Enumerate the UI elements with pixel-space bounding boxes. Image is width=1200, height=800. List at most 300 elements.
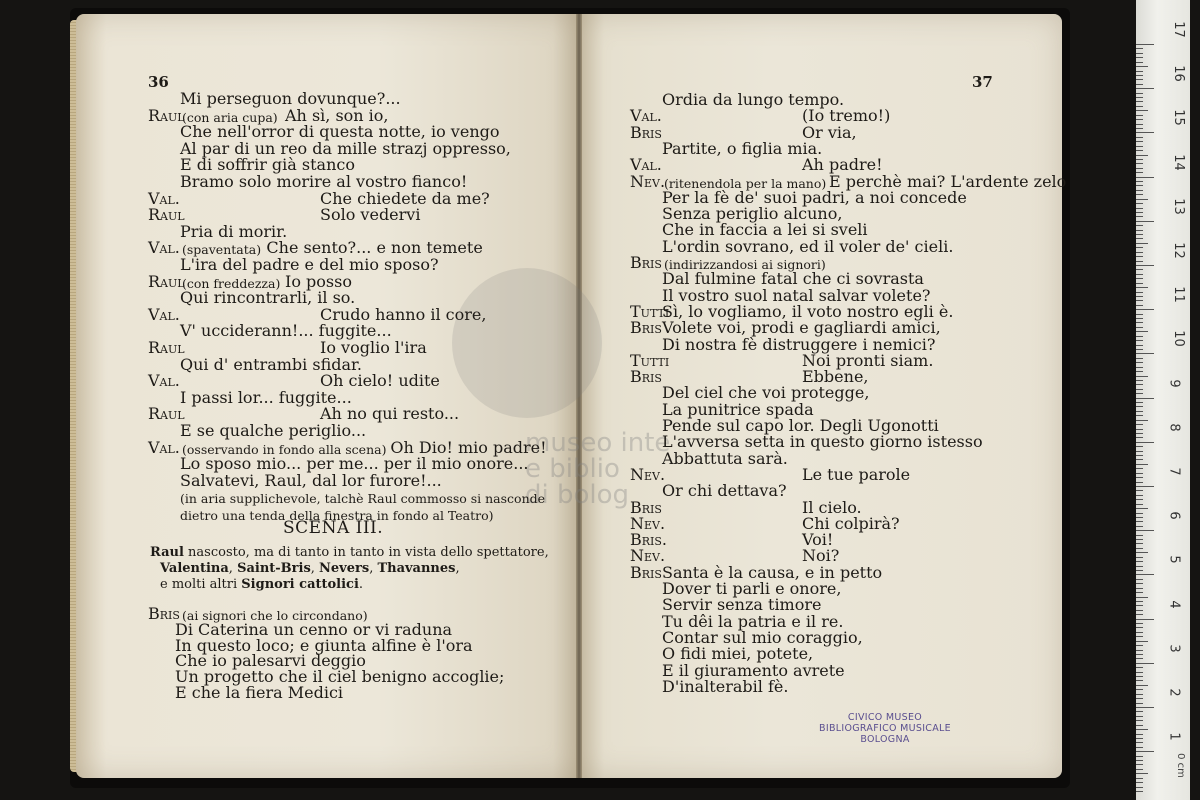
ruler-tick: [1136, 71, 1143, 72]
ruler-tick: [1136, 663, 1154, 664]
verse-text: Ah padre!: [802, 155, 883, 175]
verse-text: D'inalterabil fè.: [662, 676, 789, 696]
ruler-tick: [1136, 168, 1143, 169]
ruler-tick: [1136, 194, 1143, 195]
ruler-tick: [1136, 433, 1143, 434]
ruler-unit: 0 cm: [1174, 753, 1186, 778]
ruler-tick: [1136, 764, 1143, 765]
page-number-left: 36: [148, 73, 169, 91]
speaker-name: Val.: [630, 106, 662, 126]
ruler-tick: [1136, 380, 1143, 381]
ruler-tick: [1136, 177, 1154, 178]
ruler-tick: [1136, 367, 1143, 368]
ruler-tick: [1136, 327, 1143, 328]
ruler-tick: [1136, 623, 1143, 624]
ruler-number: 12: [1170, 242, 1186, 259]
ruler-tick: [1136, 155, 1148, 156]
verse-text: Le tue parole: [802, 464, 911, 484]
ruler-tick: [1136, 583, 1143, 584]
ruler-number: 8: [1166, 423, 1182, 432]
ruler-tick: [1136, 362, 1143, 363]
ruler-tick: [1136, 340, 1143, 341]
verse-text: E il giuramento avrete: [662, 660, 845, 680]
ruler-tick: [1136, 88, 1154, 89]
speaker-name: Raul: [148, 105, 185, 125]
verse-text: Ah no qui resto...: [320, 404, 460, 424]
verse-text: Noi?: [802, 546, 840, 566]
verse-text: Or chi dettava?: [662, 481, 787, 501]
ruler-tick: [1136, 742, 1143, 743]
ruler-tick: [1136, 650, 1143, 651]
stage-direction: (spaventata): [182, 242, 262, 258]
ruler-tick: [1136, 247, 1143, 248]
ruler-tick: [1136, 557, 1143, 558]
ruler-number: 3: [1166, 644, 1182, 653]
ruler-tick: [1136, 415, 1143, 416]
ruler-tick: [1136, 504, 1143, 505]
cast-line-1: [150, 545, 549, 561]
ruler-tick: [1136, 539, 1143, 540]
ruler-tick: [1136, 552, 1148, 553]
ruler-number: 1: [1166, 732, 1182, 741]
speaker-name: Raul: [148, 338, 185, 357]
ruler-tick: [1136, 592, 1143, 593]
ruler-tick: [1136, 292, 1143, 293]
verse-text: Tu dêi la patria e il re.: [662, 611, 844, 631]
ruler-tick: [1136, 729, 1148, 730]
verse-text: Ordia da lungo tempo.: [662, 90, 845, 109]
speaker-name: Bris.: [630, 530, 668, 550]
speaker-name: Nev.: [630, 171, 666, 191]
ruler-tick: [1136, 424, 1143, 425]
verse-text: Al par di un reo da mille strazj oppresso,: [180, 138, 511, 158]
verse-text: Di nostra fè distruggere i nemici?: [662, 334, 936, 354]
ruler-tick: [1136, 66, 1148, 67]
verse-text: Un progetto che il ciel benigno accoglie;: [175, 667, 505, 687]
ruler-tick: [1136, 468, 1143, 469]
ruler-tick: [1136, 124, 1143, 125]
ruler-number: 16: [1170, 65, 1186, 82]
ruler-tick: [1136, 725, 1143, 726]
cast-name: Thavannes: [377, 561, 456, 576]
ruler-tick: [1136, 398, 1154, 399]
ruler-tick: [1136, 791, 1143, 792]
ruler-tick: [1136, 300, 1143, 301]
verse-text: I passi lor... fuggite...: [180, 387, 352, 407]
ruler-tick: [1136, 376, 1148, 377]
ruler-tick: [1136, 451, 1143, 452]
verse-text: O fidi miei, potete,: [662, 644, 814, 664]
speaker-name: Val.: [148, 238, 180, 258]
ruler-tick: [1136, 756, 1143, 757]
verse-text: Che chiedete da me?: [320, 188, 490, 208]
speaker-name: Bris: [630, 122, 662, 142]
ruler-tick: [1136, 349, 1143, 350]
ruler-tick: [1136, 517, 1143, 518]
ruler-tick: [1136, 574, 1154, 575]
verse-text: Chi colpirà?: [802, 513, 900, 533]
speaker-name: Nev.: [630, 464, 666, 484]
stage-direction: (osservando in fondo alla scena): [182, 441, 387, 457]
ruler-number: 9: [1166, 378, 1182, 388]
ruler-tick: [1136, 57, 1143, 58]
ruler-tick: [1136, 97, 1143, 98]
ruler-tick: [1136, 278, 1143, 279]
ruler-tick: [1136, 499, 1143, 500]
ruler-tick: [1136, 566, 1143, 567]
ruler-tick: [1136, 393, 1143, 394]
ruler-tick: [1136, 230, 1143, 231]
ruler-tick: [1136, 128, 1143, 129]
ruler-number: 13: [1170, 198, 1186, 215]
speaker-name: Val.: [148, 304, 180, 324]
ruler-tick: [1136, 389, 1143, 390]
cast-text: ,: [369, 561, 378, 576]
speaker-name: Val.: [630, 155, 662, 175]
ruler-number: 17: [1170, 21, 1186, 38]
cast-text: ,: [455, 561, 460, 576]
verse-text: (Io tremo!): [802, 106, 891, 126]
ruler-tick: [1136, 203, 1143, 204]
ruler-tick: [1136, 181, 1143, 182]
ruler-tick: [1136, 119, 1143, 120]
verse-text: L'ira del padre e del mio sposo?: [180, 255, 439, 274]
ruler-tick: [1136, 636, 1143, 637]
ruler-tick: [1136, 234, 1143, 235]
verse-text: Il cielo.: [802, 497, 862, 517]
ruler-tick: [1136, 446, 1143, 447]
stage-direction: (ai signori che lo circondano): [182, 608, 368, 623]
speaker-name: Bris: [630, 318, 662, 338]
verse-text: Crudo hanno il core,: [320, 304, 487, 324]
ruler-tick: [1136, 680, 1143, 681]
verse-text: La punitrice spada: [662, 399, 814, 419]
ruler-tick: [1136, 477, 1143, 478]
verse-text: Dover ti parli e onore,: [662, 579, 842, 598]
ruler-tick: [1136, 150, 1143, 151]
verse-text: Or via,: [802, 122, 857, 142]
verse-text: Bramo solo morire al vostro fianco!: [180, 172, 468, 191]
cast-name: Saint-Bris: [237, 561, 311, 576]
ruler-tick: [1136, 225, 1143, 226]
ruler-tick: [1136, 146, 1143, 147]
ruler-tick: [1136, 720, 1143, 721]
speaker-name: Bris: [148, 604, 180, 623]
watermark-line: museo inte: [525, 428, 671, 458]
verse-text: E di soffrir già stanco: [180, 155, 355, 175]
verse-text: Che io palesarvi deggio: [175, 651, 366, 671]
ruler-tick: [1136, 261, 1143, 262]
verse-text: L'ordin sovrano, ed il voler de' cieli.: [662, 236, 954, 256]
watermark-logo: [452, 268, 602, 418]
ruler-tick: [1136, 716, 1143, 717]
ruler-tick: [1136, 252, 1143, 253]
ruler-tick: [1136, 632, 1143, 633]
ruler-tick: [1136, 110, 1148, 111]
ruler-tick: [1136, 548, 1143, 549]
speaker-name: Val.: [148, 437, 180, 457]
verse-text: Qui d' entrambi sfidar.: [180, 354, 362, 374]
verse-text: Abbattuta sarà.: [662, 448, 788, 468]
ruler-tick: [1136, 627, 1143, 628]
cast-text: .: [358, 577, 364, 592]
verse-text: Ebbene,: [802, 367, 869, 387]
cast-line-3: [160, 577, 363, 593]
stage-direction: dietro una tenda della finestra in fondo al Teatro): [180, 508, 494, 523]
verse-text: Io voglio l'ira: [320, 338, 427, 357]
ruler-tick: [1136, 199, 1148, 200]
ruler-tick: [1136, 212, 1143, 213]
ruler-tick: [1136, 694, 1143, 695]
verse-text: E se qualche periglio...: [180, 421, 367, 440]
ruler-tick: [1136, 645, 1143, 646]
ruler-tick: [1136, 331, 1148, 332]
ruler-tick: [1136, 490, 1143, 491]
ruler-tick: [1136, 773, 1148, 774]
verse-text: Del ciel che voi protegge,: [662, 383, 870, 403]
ruler-tick: [1136, 654, 1143, 655]
ruler-tick: [1136, 48, 1143, 49]
verse-text: Ah sì, son io,: [285, 105, 389, 125]
verse-text: E che la fiera Medici: [175, 683, 344, 702]
ruler-tick: [1136, 101, 1143, 102]
ruler-tick: [1136, 429, 1143, 430]
ruler-tick: [1136, 579, 1143, 580]
cast-text: e molti altri: [160, 577, 242, 592]
ruler-tick: [1136, 314, 1143, 315]
ruler-tick: [1136, 411, 1143, 412]
ruler-tick: [1136, 787, 1143, 788]
stamp-line: BIBLIOGRAFICO MUSICALE: [819, 723, 951, 734]
ruler-number: 14: [1170, 153, 1186, 171]
ruler-tick: [1136, 53, 1143, 54]
ruler-tick: [1136, 283, 1143, 284]
cast-text: ,: [228, 561, 238, 576]
ruler-tick: [1136, 486, 1154, 487]
verse-text: Pria di morir.: [180, 221, 288, 241]
ruler-tick: [1136, 610, 1143, 611]
library-stamp: [815, 712, 955, 745]
speaker-name: Raul: [148, 271, 185, 291]
ruler-tick: [1136, 641, 1148, 642]
ruler-tick: [1136, 760, 1143, 761]
stamp-line: BOLOGNA: [860, 734, 910, 745]
verse-text: Che nell'orror di questa notte, io vengo: [180, 122, 500, 142]
verse-text: Che sento?... e non temete: [266, 238, 483, 258]
verse-text: Contar sul mio coraggio,: [662, 627, 863, 647]
ruler-tick: [1136, 738, 1143, 739]
ruler-tick: [1136, 751, 1154, 752]
speaker-name: Raul: [148, 205, 185, 225]
cast-text: ,: [310, 561, 320, 576]
ruler-tick: [1136, 570, 1143, 571]
ruler-tick: [1136, 420, 1148, 421]
watermark-line: e biblio: [525, 454, 620, 484]
ruler-number: 4: [1166, 599, 1182, 609]
ruler-tick: [1136, 495, 1143, 496]
ruler-tick: [1136, 473, 1143, 474]
ruler-tick: [1136, 296, 1143, 297]
cast-name: Signori cattolici: [241, 577, 359, 592]
ruler-number: 2: [1166, 688, 1182, 697]
verse-text: Lo sposo mio... per me... per il mio onore...: [180, 454, 529, 474]
verse-text: Di Caterina un cenno or vi raduna: [175, 619, 453, 639]
verse-text: Solo vedervi: [320, 205, 421, 225]
verse-text: Volete voi, prodi e gagliardi amici,: [662, 318, 941, 338]
ruler-tick: [1136, 782, 1143, 783]
ruler-tick: [1136, 402, 1143, 403]
ruler-tick: [1136, 513, 1143, 514]
ruler-tick: [1136, 353, 1154, 354]
watermark-line: di bolog: [525, 480, 630, 510]
ruler-tick: [1136, 543, 1143, 544]
stamp-line: CIVICO MUSEO: [847, 712, 923, 723]
ruler-tick: [1136, 601, 1143, 602]
ruler-tick: [1136, 371, 1143, 372]
ruler-tick: [1136, 345, 1143, 346]
ruler-tick: [1136, 384, 1143, 385]
speaker-name: Bris: [630, 367, 662, 387]
ruler-tick: [1136, 208, 1143, 209]
ruler-tick: [1136, 132, 1154, 133]
ruler-tick: [1136, 437, 1143, 438]
speaker-name: Raul: [148, 404, 185, 424]
verse-text: Qui rincontrarli, il so.: [180, 288, 356, 308]
verse-text: Senza periglio alcuno,: [662, 204, 843, 224]
ruler-tick: [1136, 685, 1148, 686]
verse-text: Santa è la causa, e in petto: [662, 562, 883, 582]
scene-heading: SCENA III.: [283, 518, 384, 538]
verse-text: Salvatevi, Raul, dal lor furore!...: [180, 470, 442, 490]
ruler-tick: [1136, 287, 1148, 288]
ruler-tick: [1136, 106, 1143, 107]
ruler-number: 5: [1166, 555, 1182, 565]
ruler-tick: [1136, 526, 1143, 527]
ruler-tick: [1136, 676, 1143, 677]
ruler-tick: [1136, 619, 1154, 620]
verse-text: Pende sul capo lor. Degli Ugonotti: [662, 416, 939, 435]
stage-direction: (indirizzandosi ai signori): [664, 257, 826, 272]
verse-text: Che in faccia a lei si sveli: [662, 220, 868, 240]
ruler-tick: [1136, 711, 1143, 712]
ruler-tick: [1136, 309, 1154, 310]
ruler-tick: [1136, 698, 1143, 699]
ruler-tick: [1136, 464, 1148, 465]
verse-text: In questo loco; e giunta alfine è l'ora: [175, 635, 473, 655]
ruler-number: 11: [1170, 286, 1186, 303]
ruler-tick: [1136, 455, 1143, 456]
verse-text: Per la fè de' suoi padri, a noi concede: [662, 187, 967, 207]
speaker-name: Nev.: [630, 513, 666, 533]
verse-text: Voi!: [802, 530, 834, 550]
verse-text: Oh Dio! mio padre!: [390, 437, 547, 457]
verse-text: Oh cielo! udite: [320, 371, 440, 391]
ruler-tick: [1136, 238, 1143, 239]
ruler-tick: [1136, 672, 1143, 673]
speaker-name: Tutti: [630, 301, 670, 321]
ruler-tick: [1136, 172, 1143, 173]
stage-direction: (con freddezza): [182, 275, 281, 291]
cast-name: Valentina: [160, 561, 229, 576]
ruler-number: 10: [1170, 330, 1186, 348]
ruler-tick: [1136, 115, 1143, 116]
cast-line-2: [160, 561, 460, 577]
verse-text: Partite, o figlia mia.: [662, 138, 823, 158]
ruler-tick: [1136, 535, 1143, 536]
cast-text: nascosto, ma di tanto in tanto in vista dello spettatore,: [183, 545, 549, 560]
speaker-name: Bris: [630, 253, 662, 272]
verse-text: Mi perseguon dovunque?...: [180, 89, 401, 108]
ruler-tick: [1136, 243, 1148, 244]
ruler-tick: [1136, 614, 1143, 615]
ruler-tick: [1136, 322, 1143, 323]
stage-direction: (ritenendola per la mano): [664, 175, 827, 191]
ruler-tick: [1136, 734, 1143, 735]
stage-direction: (con aria cupa): [182, 109, 278, 125]
ruler-tick: [1136, 459, 1143, 460]
ruler-tick: [1136, 667, 1143, 668]
ruler-tick: [1136, 159, 1143, 160]
ruler-tick: [1136, 216, 1143, 217]
ruler-tick: [1136, 84, 1143, 85]
cast-name: Nevers: [319, 561, 370, 576]
ruler-tick: [1136, 689, 1143, 690]
ruler-tick: [1136, 521, 1143, 522]
ruler-tick: [1136, 769, 1143, 770]
ruler-tick: [1136, 530, 1154, 531]
speaker-name: Val.: [148, 371, 180, 391]
ruler-tick: [1136, 256, 1143, 257]
ruler-tick: [1136, 588, 1143, 589]
page-number-right: 37: [972, 73, 993, 91]
verse-text: Servir senza timore: [662, 595, 822, 615]
ruler-tick: [1136, 185, 1143, 186]
cast-name: Raul: [150, 545, 184, 560]
ruler-tick: [1136, 265, 1154, 266]
ruler-tick: [1136, 358, 1143, 359]
ruler-tick: [1136, 508, 1148, 509]
verse-text: E perchè mai? L'ardente zelo: [829, 171, 1067, 191]
ruler-tick: [1136, 75, 1143, 76]
ruler-tick: [1136, 190, 1143, 191]
verse-text: V' ucciderann!... fuggite...: [180, 321, 392, 341]
ruler-tick: [1136, 137, 1143, 138]
ruler-tick: [1136, 442, 1154, 443]
speaker-name: Bris: [630, 497, 662, 517]
ruler-tick: [1136, 336, 1143, 337]
ruler-tick: [1136, 597, 1148, 598]
ruler-tick: [1136, 318, 1143, 319]
ruler-tick: [1136, 274, 1143, 275]
ruler-tick: [1136, 305, 1143, 306]
stage-direction: (in aria supplichevole, talchè Raul commosso si nasconde: [180, 491, 546, 507]
ruler-tick: [1136, 406, 1143, 407]
ruler-tick: [1136, 163, 1143, 164]
ruler-tick: [1136, 141, 1143, 142]
speaker-name: Bris: [630, 562, 662, 582]
ruler-tick: [1136, 269, 1143, 270]
ruler-tick: [1136, 79, 1143, 80]
ruler-tick: [1136, 605, 1143, 606]
speaker-name: Tutti: [630, 350, 670, 370]
verse-text: Il vostro suol natal salvar volete?: [662, 285, 931, 305]
ruler-tick: [1136, 658, 1143, 659]
verse-text: Dal fulmine fatal che ci sovrasta: [662, 269, 924, 289]
ruler-number: 7: [1166, 467, 1182, 476]
verse-text: Io posso: [285, 271, 352, 291]
ruler-number: 6: [1166, 511, 1182, 520]
ruler-tick: [1136, 707, 1154, 708]
